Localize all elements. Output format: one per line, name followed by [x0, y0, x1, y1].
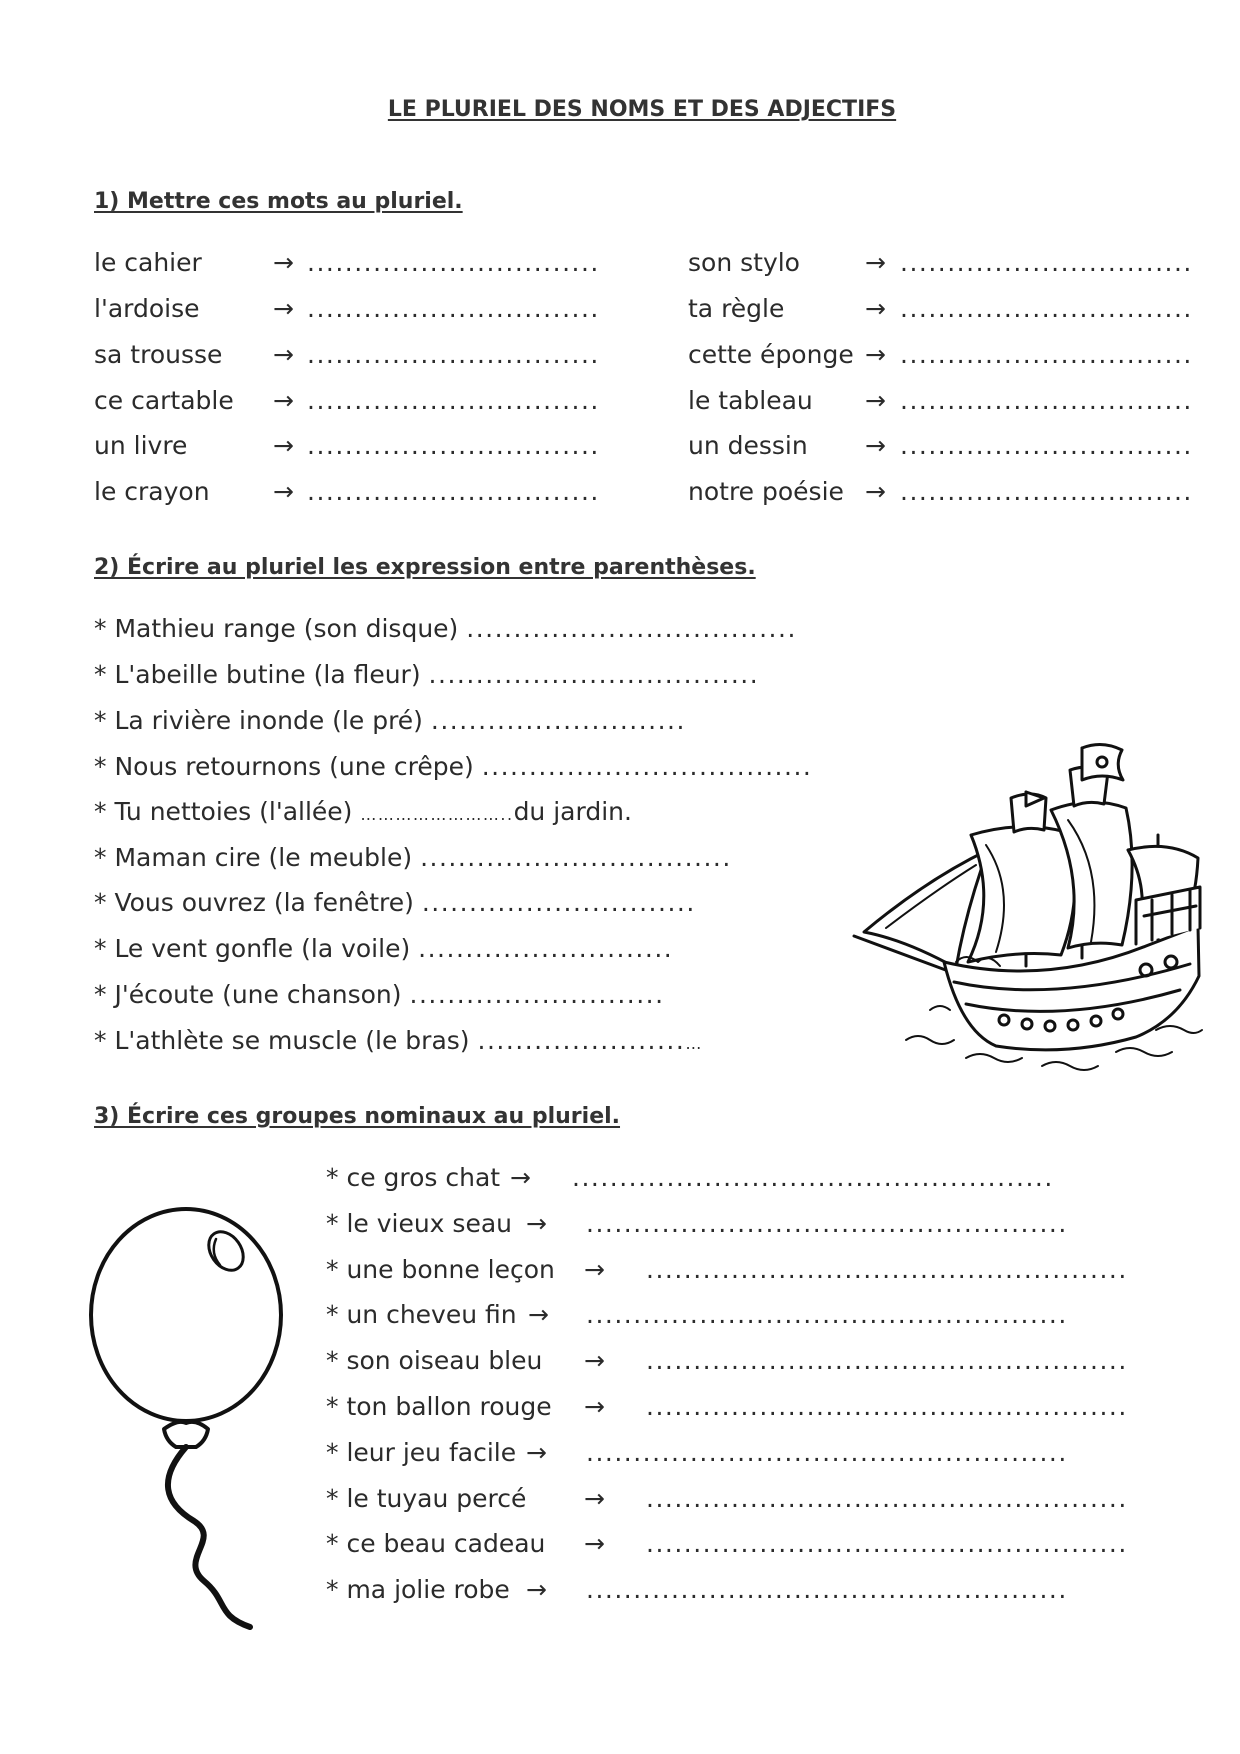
arrow-icon: → [584, 1392, 605, 1421]
arrow-icon: → [865, 431, 886, 460]
arrow-icon: → [584, 1529, 605, 1558]
sentence-text-after: du jardin. [513, 797, 632, 826]
answer-blank: ................................................... [586, 1438, 1068, 1467]
word-label: l'ardoise [94, 294, 200, 323]
word-label: ce cartable [94, 386, 234, 415]
arrow-icon: → [584, 1255, 605, 1284]
arrow-icon: → [273, 431, 294, 460]
word-label: ta règle [688, 294, 785, 323]
section3-heading: 3) Écrire ces groupes nominaux au pluriel. [94, 1104, 621, 1129]
answer-blank: ........................... [430, 706, 686, 735]
word-label: cette éponge [688, 340, 854, 369]
arrow-icon: → [865, 477, 886, 506]
sentence-text: * Maman cire (le meuble) [94, 843, 413, 872]
answer-blank: ............................... [307, 386, 600, 415]
answer-blank: ............................... [900, 431, 1193, 460]
arrow-icon: → [273, 294, 294, 323]
answer-blank: ............................... [307, 294, 600, 323]
answer-blank: ............................... [900, 477, 1193, 506]
answer-blank: ................................................... [646, 1529, 1128, 1558]
word-label: un dessin [688, 431, 808, 460]
arrow-icon: → [273, 248, 294, 277]
answer-blank: ................................... [466, 614, 797, 643]
arrow-icon: → [526, 1575, 547, 1604]
answer-blank: ........................... [418, 934, 674, 963]
answer-blank: ................................................... [646, 1484, 1128, 1513]
section1-heading: 1) Mettre ces mots au pluriel. [94, 189, 463, 214]
answer-blank: ................................................... [586, 1575, 1068, 1604]
sentence-text: * La rivière inonde (le pré) [94, 706, 423, 735]
answer-blank: ............................... [307, 248, 600, 277]
sentence-text: * Vous ouvrez (la fenêtre) [94, 888, 414, 917]
noun-group-label: * ce gros chat [326, 1163, 501, 1192]
ship-icon [846, 740, 1206, 1080]
sentence-item [94, 888, 696, 918]
answer-blank: ............................. [421, 888, 696, 917]
sentence-item [94, 660, 759, 690]
word-label: un livre [94, 431, 188, 460]
arrow-icon: → [865, 340, 886, 369]
noun-group-label: * leur jeu facile [326, 1438, 517, 1467]
arrow-icon: → [865, 294, 886, 323]
sentence-item [94, 843, 732, 873]
answer-blank: ................................... [428, 660, 760, 689]
word-label: le cahier [94, 248, 202, 277]
answer-blank: ................................................... [572, 1163, 1054, 1192]
answer-blank: ............................... [307, 340, 600, 369]
answer-blank: ............................... [307, 477, 600, 506]
answer-blank: ............................... [900, 248, 1193, 277]
arrow-icon: → [584, 1484, 605, 1513]
arrow-icon: → [865, 386, 886, 415]
sentence-item [94, 980, 665, 1010]
arrow-icon: → [584, 1346, 605, 1375]
sentence-item [94, 752, 812, 782]
word-label: notre poésie [688, 477, 844, 506]
noun-group-label: * le vieux seau [326, 1209, 512, 1238]
noun-group-label: * un cheveu fin [326, 1300, 517, 1329]
answer-blank: ........................... [409, 980, 665, 1009]
arrow-icon: → [273, 340, 294, 369]
word-label: son stylo [688, 248, 800, 277]
noun-group-label: * ma jolie robe [326, 1575, 510, 1604]
arrow-icon: → [510, 1163, 531, 1192]
noun-group-label: * son oiseau bleu [326, 1346, 543, 1375]
sentence-text: * Mathieu range (son disque) [94, 614, 459, 643]
answer-blank: ................................................... [586, 1300, 1068, 1329]
answer-blank: ............................... [900, 294, 1193, 323]
sentence-text: * Tu nettoies (l'allée) [94, 797, 353, 826]
answer-blank: …………………….. [360, 805, 514, 824]
word-label: le crayon [94, 477, 210, 506]
sentence-text: * L'athlète se muscle (le bras) [94, 1026, 470, 1055]
answer-blank: ................................................... [646, 1346, 1128, 1375]
arrow-icon: → [528, 1300, 549, 1329]
arrow-icon: → [526, 1438, 547, 1467]
answer-blank: ................................... [481, 752, 813, 781]
sentence-item [94, 614, 797, 644]
page-title: LE PLURIEL DES NOMS ET DES ADJECTIFS [387, 97, 897, 122]
answer-blank-tail: … [685, 1034, 703, 1053]
answer-blank: ................................................... [646, 1255, 1128, 1284]
answer-blank: ................................................... [586, 1209, 1068, 1238]
answer-blank: ............................... [307, 431, 600, 460]
section2-heading: 2) Écrire au pluriel les expression entre parenthèses. [94, 555, 756, 580]
arrow-icon: → [526, 1209, 547, 1238]
word-label: sa trousse [94, 340, 223, 369]
sentence-item [94, 934, 673, 964]
noun-group-label: * le tuyau percé [326, 1484, 527, 1513]
answer-blank: ............................... [900, 340, 1193, 369]
noun-group-label: * ce beau cadeau [326, 1529, 546, 1558]
answer-blank: ...................... [477, 1026, 686, 1055]
arrow-icon: → [273, 386, 294, 415]
sentence-text: * Nous retournons (une crêpe) [94, 752, 474, 781]
sentence-text: * L'abeille butine (la fleur) [94, 660, 421, 689]
sentence-text: * J'écoute (une chanson) [94, 980, 402, 1009]
balloon-icon [86, 1203, 286, 1633]
noun-group-label: * une bonne leçon [326, 1255, 555, 1284]
arrow-icon: → [865, 248, 886, 277]
answer-blank: ................................. [420, 843, 732, 872]
noun-group-label: * ton ballon rouge [326, 1392, 552, 1421]
sentence-text: * Le vent gonfle (la voile) [94, 934, 411, 963]
word-label: le tableau [688, 386, 813, 415]
answer-blank: ............................... [900, 386, 1193, 415]
arrow-icon: → [273, 477, 294, 506]
sentence-item [94, 706, 686, 736]
sentence-item [94, 1026, 703, 1059]
answer-blank: ................................................... [646, 1392, 1128, 1421]
sentence-item [94, 797, 632, 830]
